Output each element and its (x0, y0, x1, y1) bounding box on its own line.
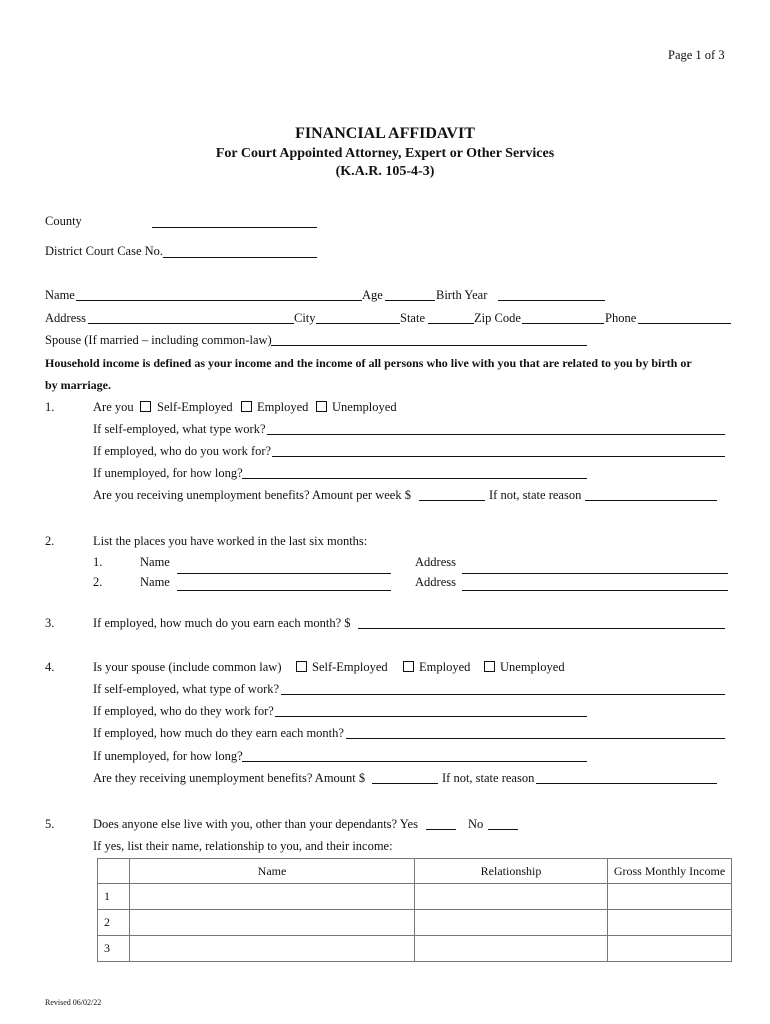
table-row (98, 936, 732, 962)
table-cell-income[interactable] (608, 884, 732, 910)
birth-year-label: Birth Year (436, 288, 488, 302)
q3-label: If employed, how much do you earn each month? $ (93, 616, 351, 630)
q2-row1-address-label: Address (415, 555, 456, 569)
q2-row1-name-field[interactable] (177, 573, 391, 574)
q1-number: 1. (45, 400, 55, 414)
table-row (98, 884, 732, 910)
q1-self-type-field[interactable] (267, 434, 725, 435)
case-number-label: District Court Case No. (45, 244, 164, 258)
table-cell-income[interactable] (608, 910, 732, 936)
q4-employed-label: Employed (419, 660, 471, 674)
table-cell-name[interactable] (130, 884, 415, 910)
q2-row1-name-label: Name (140, 555, 170, 569)
table-row-number: 3 (98, 936, 130, 962)
q4-employed-checkbox[interactable] (403, 661, 414, 672)
name-label: Name (45, 288, 75, 302)
table-row-number: 1 (98, 884, 130, 910)
revision-date: Revised 06/02/22 (45, 998, 102, 1007)
q4-unemployed-label: Unemployed (500, 660, 565, 674)
q5-label: Does anyone else live with you, other than your dependants? Yes (93, 817, 418, 831)
q1-employed-label: Employed (257, 400, 309, 414)
q5-number: 5. (45, 817, 55, 831)
q1-employer-label: If employed, who do you work for? (93, 444, 272, 458)
q2-row1-address-field[interactable] (462, 573, 728, 574)
table-cell-relationship[interactable] (415, 936, 608, 962)
q4-reason-label: If not, state reason (442, 771, 535, 785)
q2-row1-number: 1. (93, 555, 103, 569)
q2-row2-name-field[interactable] (177, 590, 391, 591)
q4-unemployed-duration-field[interactable] (242, 761, 587, 762)
county-field[interactable] (152, 227, 317, 228)
q4-earnings-field[interactable] (346, 738, 725, 739)
q2-row2-number: 2. (93, 575, 103, 589)
table-header-income: Gross Monthly Income (608, 859, 732, 884)
form-regulation: (K.A.R. 105-4-3) (335, 164, 435, 179)
q2-number: 2. (45, 534, 55, 548)
q4-earnings-label: If employed, how much do they earn each month? (93, 726, 344, 740)
q1-self-employed-checkbox[interactable] (140, 401, 151, 412)
table-header-number (98, 859, 130, 884)
q4-employer-field[interactable] (275, 716, 587, 717)
q1-self-type-label: If self-employed, what type work? (93, 422, 266, 436)
q5-no-label: No (468, 817, 484, 831)
household-members-table (97, 858, 732, 962)
q2-row2-name-label: Name (140, 575, 170, 589)
page-number: Page 1 of 3 (668, 48, 725, 62)
table-header-row (98, 859, 732, 884)
q1-label: Are you (93, 400, 134, 414)
q1-benefits-label: Are you receiving unemployment benefits? Amount per week $ (93, 488, 411, 502)
q1-employer-field[interactable] (272, 456, 725, 457)
household-note-cont: by marriage. (45, 378, 111, 392)
table-row-number: 2 (98, 910, 130, 936)
q4-self-employed-checkbox[interactable] (296, 661, 307, 672)
table-header-name: Name (130, 859, 415, 884)
city-label: City (294, 311, 316, 325)
q4-self-type-field[interactable] (281, 694, 725, 695)
city-field[interactable] (316, 323, 400, 324)
household-note: Household income is defined as your income and the income of all persons who live with you that are related to you by birth or (45, 356, 692, 370)
q1-employed-checkbox[interactable] (241, 401, 252, 412)
q4-unemployed-duration-label: If unemployed, for how long? (93, 749, 243, 763)
q5-no-field[interactable] (488, 829, 518, 830)
table-cell-relationship[interactable] (415, 884, 608, 910)
q1-unemployed-label: Unemployed (332, 400, 397, 414)
q4-benefits-amount-field[interactable] (372, 783, 438, 784)
state-label: State (400, 311, 425, 325)
q2-row2-address-label: Address (415, 575, 456, 589)
q4-self-employed-label: Self-Employed (312, 660, 388, 674)
q1-unemployed-duration-label: If unemployed, for how long? (93, 466, 243, 480)
q1-unemployed-checkbox[interactable] (316, 401, 327, 412)
q4-reason-field[interactable] (536, 783, 717, 784)
q4-label: Is your spouse (include common law) (93, 660, 282, 674)
q5-list-label: If yes, list their name, relationship to you, and their income: (93, 839, 393, 853)
q5-yes-field[interactable] (426, 829, 456, 830)
birth-year-field[interactable] (498, 300, 605, 301)
address-label: Address (45, 311, 86, 325)
q4-number: 4. (45, 660, 55, 674)
spouse-field[interactable] (271, 345, 587, 346)
case-number-field[interactable] (163, 257, 317, 258)
q1-reason-label: If not, state reason (489, 488, 582, 502)
table-cell-relationship[interactable] (415, 910, 608, 936)
county-label: County (45, 214, 82, 228)
q1-unemployed-duration-field[interactable] (242, 478, 587, 479)
zip-label: Zip Code (474, 311, 521, 325)
zip-field[interactable] (522, 323, 604, 324)
phone-field[interactable] (638, 323, 731, 324)
form-subtitle: For Court Appointed Attorney, Expert or Other Services (215, 146, 555, 161)
age-label: Age (362, 288, 383, 302)
form-title: FINANCIAL AFFIDAVIT (295, 125, 475, 142)
table-row (98, 910, 732, 936)
table-cell-income[interactable] (608, 936, 732, 962)
age-field[interactable] (385, 300, 435, 301)
phone-label: Phone (605, 311, 637, 325)
q4-self-type-label: If self-employed, what type of work? (93, 682, 280, 696)
spouse-label: Spouse (If married – including common-law) (45, 333, 272, 347)
q3-earnings-field[interactable] (358, 628, 725, 629)
q1-benefits-amount-field[interactable] (419, 500, 485, 501)
table-cell-name[interactable] (130, 936, 415, 962)
q4-employer-label: If employed, who do they work for? (93, 704, 274, 718)
address-field[interactable] (88, 323, 294, 324)
table-cell-name[interactable] (130, 910, 415, 936)
q1-self-employed-label: Self-Employed (157, 400, 233, 414)
name-field[interactable] (76, 300, 362, 301)
q4-unemployed-checkbox[interactable] (484, 661, 495, 672)
q4-benefits-label: Are they receiving unemployment benefits? Amount $ (93, 771, 366, 785)
q2-label: List the places you have worked in the last six months: (93, 534, 368, 548)
state-field[interactable] (428, 323, 474, 324)
q1-reason-field[interactable] (585, 500, 717, 501)
q3-number: 3. (45, 616, 55, 630)
q2-row2-address-field[interactable] (462, 590, 728, 591)
table-header-relationship: Relationship (415, 859, 608, 884)
